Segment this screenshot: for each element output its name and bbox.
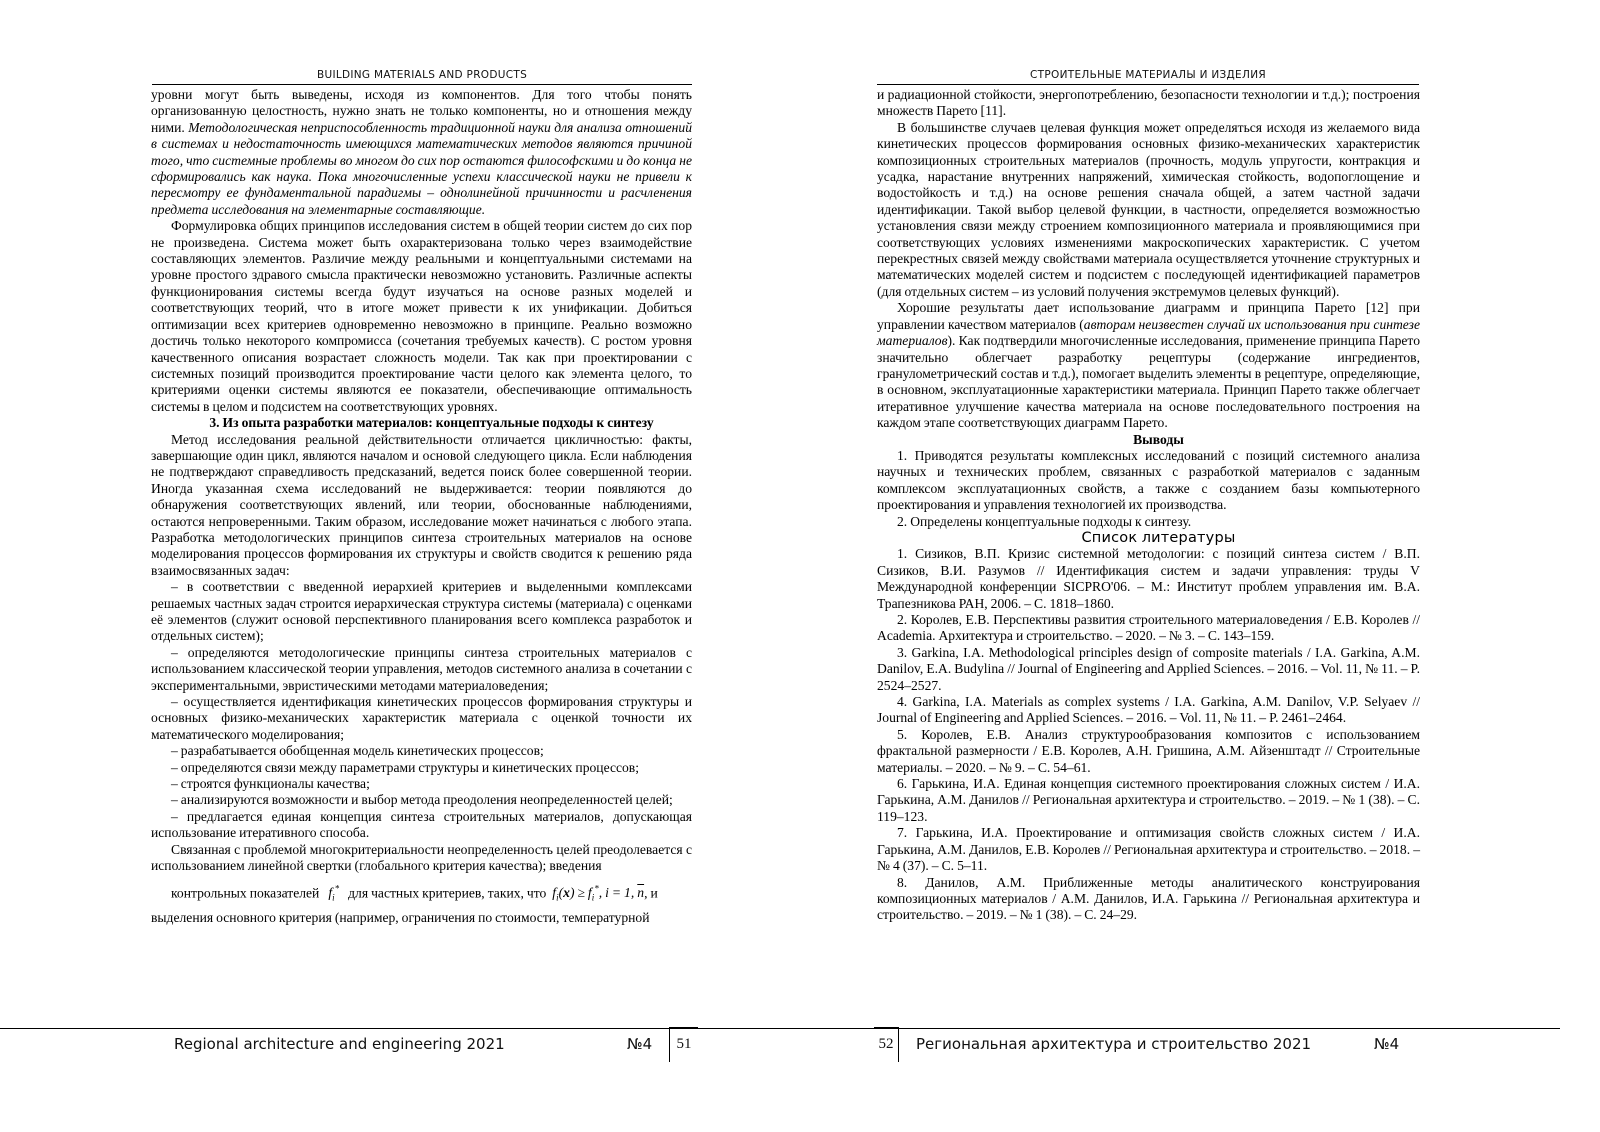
- left-text-column: [151, 87, 692, 926]
- paragraph-text: уровни могут быть выведены, исходя из компонентов. Для того чтобы понять организованную целостность, нужно знать не только компоненты, но и отношения между ними.: [151, 87, 692, 135]
- right-text-column: [877, 87, 1420, 924]
- italic-passage: Методологическая неприспособленность традиционной науки для анализа отношений в системах и недостаточность имеющихся математических методов являются причиной того, что системные проблемы во многом до сих пор остаются философскими и до конца не сформировались как наука. Пока многочисленные успехи классической науки не привели к пересмотру ее фундаментальной парадигмы – однолинейной причинности и расчленения предмета исследования на элементарные составляющие.: [151, 119, 692, 217]
- reference-item: 8. Данилов, А.М. Приближенные методы аналитического конструирования композиционных материалов / А.М. Данилов, И.А. Гарькина // Региональная архитектура и строительство. – 2019. – № 1 (38). – С. 24–29.: [877, 874, 1420, 923]
- reference-item: 7. Гарькина, И.А. Проектирование и оптимизация свойств сложных систем / И.А. Гарькина, А.М. Данилов, Е.В. Королев // Региональная архитектура и строительство. – 2018. – № 4 (37). – С. 5–11.: [877, 825, 1420, 874]
- references-heading: Список литературы: [1081, 529, 1236, 546]
- paragraph: В большинстве случаев целевая функция может определяться исходя из желаемого вида кинетических процессов формирования основных физико-механических характеристик композиционных строительных материалов (прочность, модуль упругости, контракция и усадка, нарастание внутренних напряжений, химическая стойкость, водопоглощение и водостойкость и т.д.) на основе решения сначала общей, а затем частной задачи идентификации. Такой выбор целевой функции, в частности, определяется возможностью установления связи между строением композиционного материала и проявляющимися при соответствующих условиях изменениями макроскопических характеристик. С учетом перекрестных связей между свойствами материала осуществляется уточнение структурных и математических моделей систем и подсистем с последующей идентификацией параметров (для отдельных систем – из условий получения экстремумов целевых функций).: [877, 119, 1420, 299]
- conclusions-heading: Выводы: [1133, 431, 1184, 447]
- reference-item: 3. Garkina, I.A. Methodological principles design of composite materials / I.A. Garkina, A.M. Danilov, E.A. Budylina // Journal of Engineering and Applied Sciences. – 2016. – Vol. 11, № 11. – P. 2524–2527.: [877, 644, 1420, 693]
- formula-text: , и: [644, 885, 658, 901]
- list-item: – предлагается единая концепция синтеза строительных материалов, допускающая использование итеративного способа.: [151, 808, 692, 841]
- italic-passage: авторам неизвестен случай их использования при синтезе материалов: [877, 316, 1420, 349]
- page-number: 51: [669, 1027, 698, 1062]
- list-item: – анализируются возможности и выбор метода преодоления неопределенностей целей;: [171, 792, 673, 808]
- conclusion-item: 2. Определены концептуальные подходы к синтезу.: [897, 513, 1192, 529]
- formula-text: контрольных показателей: [171, 885, 320, 901]
- footer-issue: №4: [1374, 1035, 1400, 1053]
- footer-journal-title: Regional architecture and engineering 2021: [174, 1035, 505, 1053]
- page-footer: [0, 1028, 800, 1063]
- reference-item: 4. Garkina, I.A. Materials as complex systems / I.A. Garkina, A.M. Danilov, V.P. Selyaev // Journal of Engineering and Applied Sciences. – 2016. – Vol. 11, № 11. – P. 2461–2464.: [877, 694, 1420, 726]
- list-item: – определяются методологические принципы синтеза строительных материалов с использованием классической теории управления, методов системного анализа в сочетании с экспериментальными, эвристическими методами материаловедения;: [151, 644, 692, 693]
- paragraph-text: Хорошие результаты дает использование диаграмм и принципа Парето [12] при управлении качеством материалов (: [877, 300, 1420, 332]
- list-item: – определяются связи между параметрами структуры и кинетических процессов;: [171, 759, 640, 775]
- footer-journal-title: Региональная архитектура и строительство 2021: [916, 1035, 1312, 1053]
- reference-item: 5. Королев, Е.В. Анализ структурообразования композитов с использованием фрактальной размерности / Е.В. Королев, А.Н. Гришина, А.М. Айзенштадт // Строительные материалы. – 2020. – № 9. – С. 54–61.: [877, 726, 1420, 775]
- paragraph: [151, 87, 692, 218]
- formula-expression: $f_i(x) \ge f_i^*$, i = 1, $\overline{n}$: [549, 883, 645, 903]
- paragraph-text: ). Как подтвердили многочисленные исследования, применение принципа Парето значительно облегчает разработку рецептуры (содержание ингредиентов, гранулометрический состав и т.д.), помогает выделить элементы в рецептуре, определяющие, в основном, эксплуатационные характеристики материала. Принцип Парето также облегчает итеративное улучшение качества материала на основе последовательного построения на каждом этапе соответствующих диаграмм Парето.: [877, 333, 1420, 431]
- reference-item: 1. Сизиков, В.П. Кризис системной методологии: с позиций синтеза систем / В.П. Сизиков, В.И. Разумов // Идентификация систем и задачи управления: труды V Международной конференции SICPRO'06. – М.: Институт проблем управления им. В.А. Трапезникова РАН, 2006. – С. 1818–1860.: [877, 546, 1420, 611]
- running-head: СТРОИТЕЛЬНЫЕ МАТЕРИАЛЫ И ИЗДЕЛИЯ: [877, 69, 1419, 85]
- footer-issue: №4: [627, 1035, 653, 1053]
- paragraph: и радиационной стойкости, энергопотреблению, безопасности технологии и т.д.); построения множеств Парето [11].: [877, 87, 1420, 119]
- page-number: 52: [874, 1027, 899, 1062]
- conclusion-item: 1. Приводятся результаты комплексных исследований с позиций системного анализа научных и технических проблем, связанных с разработкой материалов с заданным комплексом эксплуатационных свойств, а также с созданием базы компьютерного проектирования и управления технологией их производства.: [877, 447, 1420, 513]
- section-heading: 3. Из опыта разработки материалов: концептуальные подходы к синтезу: [209, 415, 654, 431]
- reference-item: 6. Гарькина, И.А. Единая концепция системного проектирования сложных систем / И.А. Гарькина, А.М. Данилов // Региональная архитектура и строительство. – 2019. – № 1 (38). – С. 119–123.: [877, 776, 1420, 824]
- paragraph: Метод исследования реальной действительности отличается цикличностью: факты, завершающие один цикл, являются началом и основой следующего цикла. Если наблюдения не подтверждают справедливость предсказаний, ведется поиск более совершенной теории. Иногда указанная схема исследований не выдерживается: теории появляются до обнаружения соответствующих явлений, или теории, обоснованные наблюдениями, остаются непроверенными. Таким образом, исследование может начинаться с любого этапа. Разработка методологических принципов синтеза строительных материалов на основе моделирования процессов формирования их структуры и свойств сводится к решению ряда взаимосвязанных задач:: [151, 431, 692, 578]
- paragraph: выделения основного критерия (например, ограничения по стоимости, температурной: [151, 909, 650, 925]
- running-head: BUILDING MATERIALS AND PRODUCTS: [152, 69, 692, 85]
- list-item: – осуществляется идентификация кинетических процессов формирования структуры и основных физико-механических характеристик материала с оценкой точности их математического моделирования;: [151, 694, 692, 742]
- formula-text: для частных критериев, таких, что: [348, 885, 547, 901]
- paragraph: Формулировка общих принципов исследования систем в общей теории систем до сих пор не произведена. Система может быть охарактеризована только через взаимодействие составляющих элементов. Различие между реальными и концептуальными системами на уровне простого здравого смысла практически невозможно установить. Различные аспекты функционирования системы всегда будут изучаться на основе разных моделей и соответствующих теорий, что в итоге может привести к их унификации. Добиться оптимизации всех критериев одновременно невозможно в принципе. Реально возможно достичь только некоторого компромисса (сочетания требуемых качеств). С ростом уровня качественного описания возрастает сложность модели. Так как при проектировании с системных позиций производится проектирование части целого как элемента целого, то критериями оценки системы являются ее показатели, обеспечивающие оптимальность системы в целом и подсистем на соответствующих уровнях.: [151, 218, 692, 414]
- paragraph: Связанная с проблемой многокритериальности неопределенность целей преодолевается с использованием линейной свертки (глобального критерия качества); введения: [151, 841, 692, 874]
- formula-line: [151, 879, 692, 908]
- list-item: – разрабатывается обобщенная модель кинетических процессов;: [171, 743, 544, 759]
- page-footer: [800, 1028, 1560, 1063]
- list-item: – строятся функционалы качества;: [171, 776, 370, 792]
- formula-symbol: $f_i^*$: [322, 883, 340, 903]
- reference-item: 2. Королев, Е.В. Перспективы развития строительного материаловедения / Е.В. Королев // Academia. Архитектура и строительство. – 2020. – № 3. – С. 143–159.: [877, 612, 1420, 644]
- list-item: – в соответствии с введенной иерархией критериев и выделенными комплексами решаемых частных задач строится иерархическая структура системы (материала) с оценками её элементов (служит основой перспективного планирования всего комплекса разработок и отдельных систем);: [151, 579, 692, 644]
- right-page: [800, 0, 1600, 1132]
- paragraph: [877, 300, 1420, 431]
